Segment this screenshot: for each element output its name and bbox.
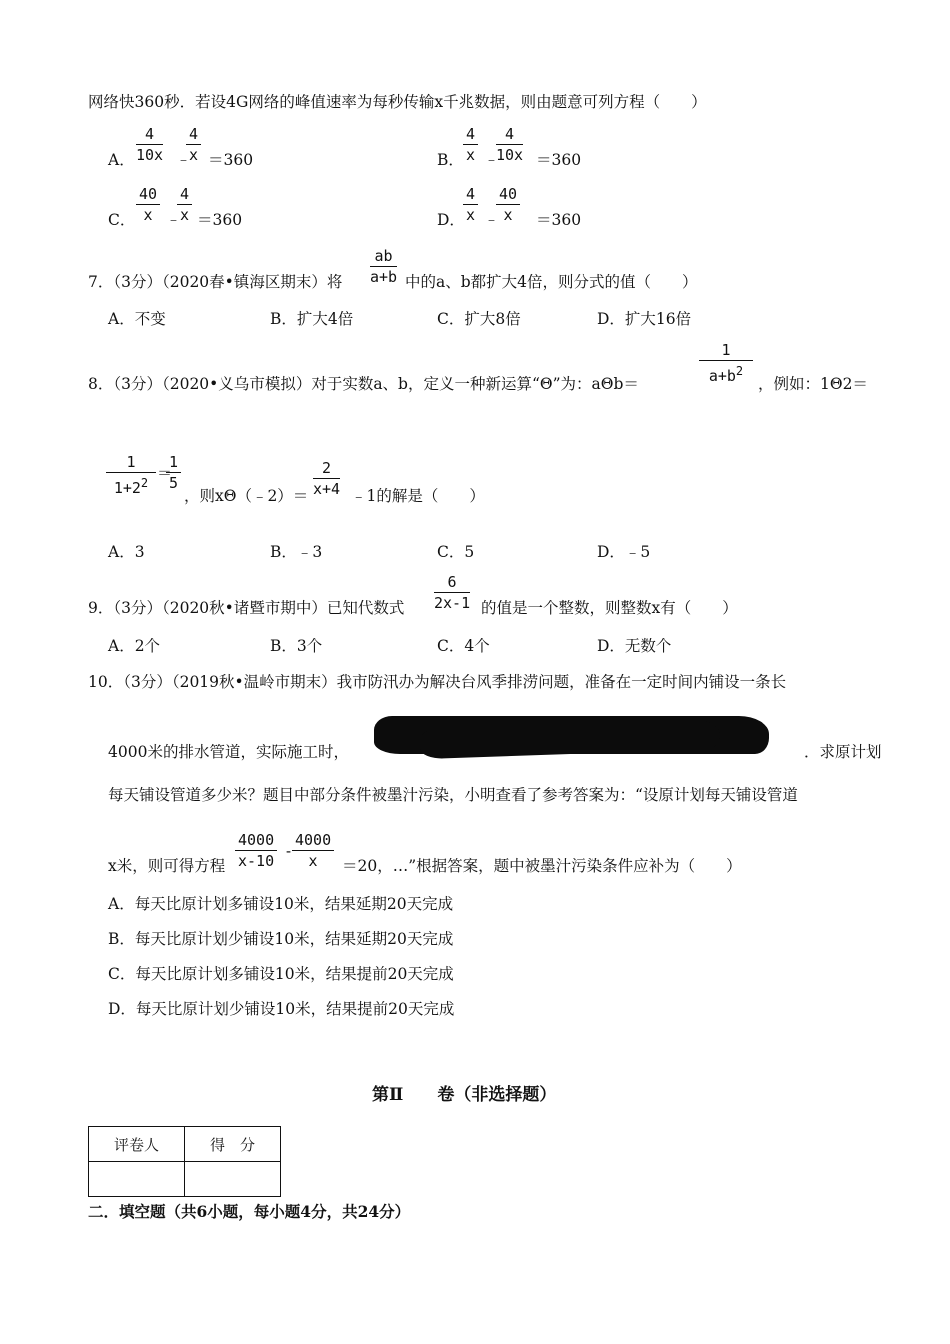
q7-prefix: 7．（3分）（2020春•镇海区期末）将 <box>88 273 343 291</box>
q10-option-a: A．每天比原计划多铺设10米，结果延期20天完成 <box>108 895 454 913</box>
q6-b-frac2: $\frac{4}{10x}$ <box>496 125 524 164</box>
q8-example-frac2: $\frac{1}{5}$ <box>166 452 181 493</box>
q6-option-b-label: B． <box>437 151 464 169</box>
q8-tail: ﹣1的解是（ ） <box>351 487 485 505</box>
q8-def-suffix: ，例如：1Θ2＝ <box>758 375 868 393</box>
section-heading: 二．填空题（共6小题，每小题4分，共24分） <box>88 1202 411 1221</box>
q8-option-d: D．﹣5 <box>597 543 651 561</box>
q10-option-c: C．每天比原计划多铺设10米，结果提前20天完成 <box>108 965 454 983</box>
q8-example-frac: $\frac{1}{1+2^2}$ <box>106 452 156 498</box>
q9-option-b: B．3个 <box>270 637 323 655</box>
q7-frac: $\frac{ab}{a+b}$ <box>370 247 398 286</box>
q6-d-rhs: ＝360 <box>536 211 582 229</box>
q10-line2-right: ．求原计划 <box>804 743 882 761</box>
q6-a-frac2: $\frac{4}{x}$ <box>186 124 201 165</box>
q6-a-op: ﹣ <box>176 150 192 168</box>
q6-option-c-label: C． <box>108 211 136 229</box>
q10-line4-prefix: x米，则可得方程 <box>108 857 226 875</box>
q8-example-eq: ＝ <box>157 464 173 482</box>
q7-option-a: A．不变 <box>108 310 166 328</box>
grading-table <box>88 1126 281 1197</box>
q9-frac: $\frac{6}{2x-1}$ <box>434 573 471 612</box>
q8-rhs-frac: $\frac{2}{x+4}$ <box>313 459 341 498</box>
q9-suffix: 的值是一个整数，则整数x有（ ） <box>481 599 738 617</box>
q6-c-op: ﹣ <box>166 210 182 228</box>
q10-frac1: $\frac{4000}{x-10}$ <box>235 830 277 871</box>
q6-c-frac2: $\frac{4}{x}$ <box>177 184 192 225</box>
q8-mid: ，则xΘ（﹣2）＝ <box>184 487 309 505</box>
q8-option-a: A．3 <box>108 543 145 561</box>
q10-op: - <box>284 842 294 860</box>
q6-a-frac1: $\frac{4}{10x}$ <box>136 125 164 164</box>
q10-line2-left: 4000米的排水管道，实际施工时， <box>108 743 349 761</box>
part2-title: 第Ⅱ 卷（非选择题） <box>372 1085 557 1105</box>
q8-prefix: 8．（3分）（2020•义乌市模拟）对于实数a、b，定义一种新运算“Θ”为：aΘb＝ <box>88 375 639 393</box>
score-label: 得 分 <box>185 1127 281 1162</box>
grader-cell <box>89 1162 185 1197</box>
q6-stem: 网络快360秒．若设4G网络的峰值速率为每秒传输x千兆数据，则由题意可列方程（ ） <box>88 93 707 111</box>
q6-a-rhs: ＝360 <box>208 151 254 169</box>
q10-option-b: B．每天比原计划少铺设10米，结果延期20天完成 <box>108 930 454 948</box>
q9-option-d: D．无数个 <box>597 637 672 655</box>
q6-d-op: ﹣ <box>484 210 500 228</box>
q6-c-frac1: $\frac{40}{x}$ <box>136 184 160 225</box>
score-cell <box>185 1162 281 1197</box>
q6-b-rhs: ＝360 <box>536 151 582 169</box>
q6-d-frac1: $\frac{4}{x}$ <box>463 184 478 225</box>
q10-frac2: $\frac{4000}{x}$ <box>292 830 334 871</box>
q9-option-a: A．2个 <box>108 637 161 655</box>
q7-suffix: 中的a、b都扩大4倍，则分式的值（ ） <box>405 273 698 291</box>
q7-option-b: B．扩大4倍 <box>270 310 354 328</box>
q8-def-frac: $\frac{1}{a+b^2}$ <box>699 340 753 386</box>
q10-line4-suffix: ＝20，…”根据答案，题中被墨汁污染条件应补为（ ） <box>342 857 742 875</box>
q10-line1: 10．（3分）（2019秋•温岭市期末）我市防汛办为解决台风季排涝问题，准备在一定时间内铺设一条长 <box>88 673 787 691</box>
q6-d-frac2: $\frac{40}{x}$ <box>496 184 520 225</box>
q6-option-a-label: A． <box>108 151 135 169</box>
q9-option-c: C．4个 <box>437 637 490 655</box>
q6-c-rhs: ＝360 <box>197 211 243 229</box>
grader-label: 评卷人 <box>89 1127 185 1162</box>
q9-prefix: 9．（3分）（2020秋•诸暨市期中）已知代数式 <box>88 599 405 617</box>
q8-option-b: B．﹣3 <box>270 543 323 561</box>
q10-line3: 每天铺设管道多少米？题目中部分条件被墨汁污染，小明查看了参考答案为：“设原计划每天铺设管道 <box>108 786 798 804</box>
q10-option-d: D．每天比原计划少铺设10米，结果提前20天完成 <box>108 1000 455 1018</box>
q6-b-op: ﹣ <box>484 150 500 168</box>
q7-option-c: C．扩大8倍 <box>437 310 521 328</box>
q6-b-frac1: $\frac{4}{x}$ <box>463 124 478 165</box>
q7-option-d: D．扩大16倍 <box>597 310 692 328</box>
q6-option-d-label: D． <box>437 211 465 229</box>
q8-option-c: C．5 <box>437 543 475 561</box>
